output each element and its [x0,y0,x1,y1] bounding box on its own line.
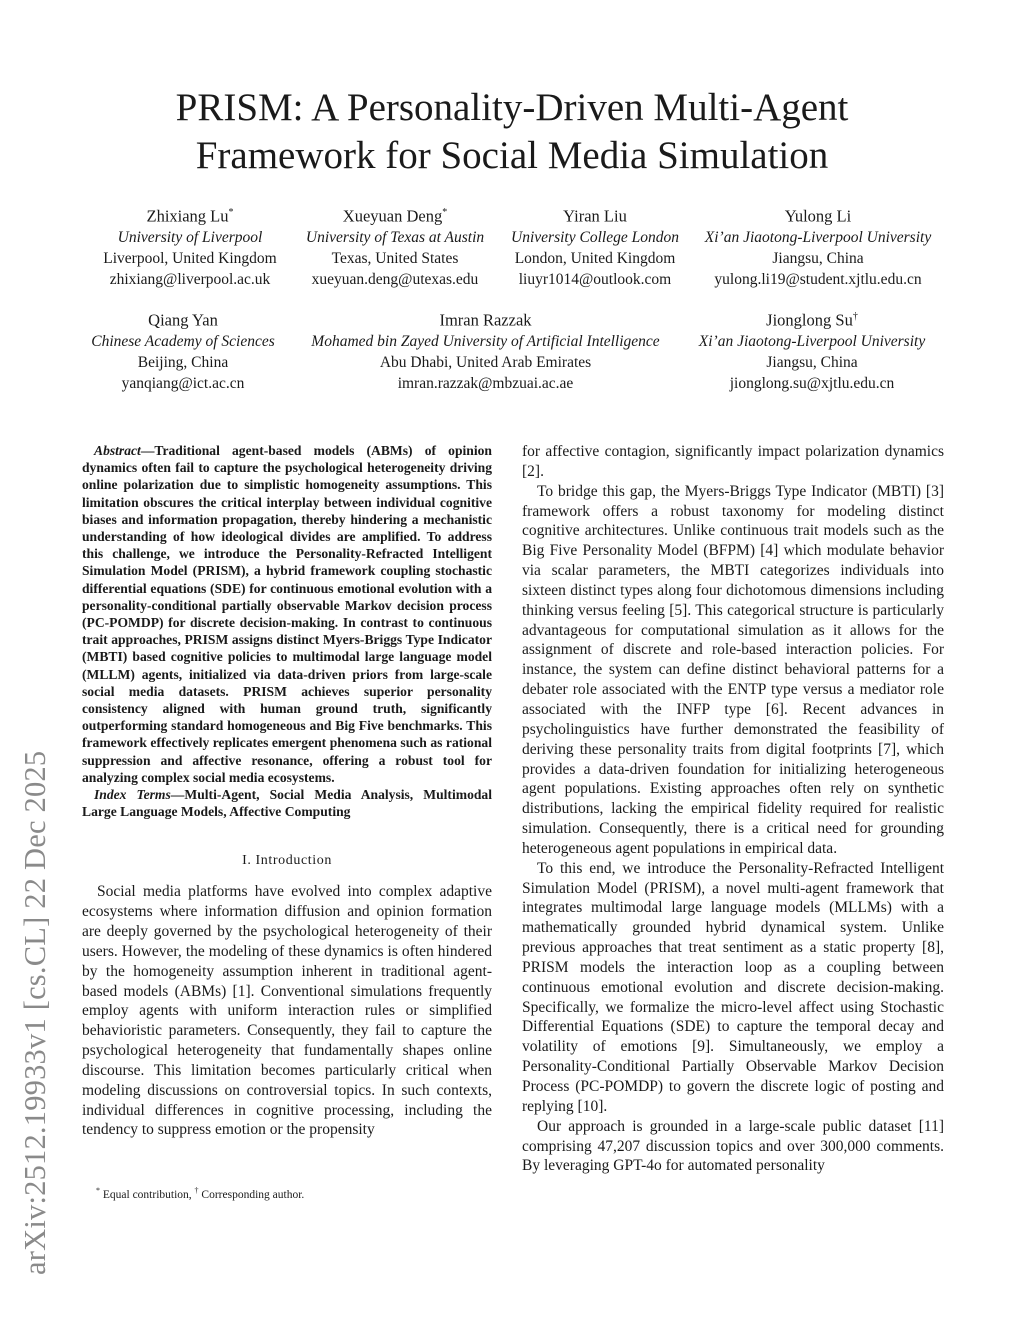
author-block [92,202,288,290]
author-name: Jionglong Su† [766,310,858,330]
title-line-1: PRISM: A Personality-Driven Multi-Agent [175,86,849,129]
author-block [291,306,680,394]
author-email: jionglong.su@xjtlu.edu.cn [729,374,895,392]
author-location: Liverpool, United Kingdom [103,249,277,267]
author-email: yulong.li19@student.xjtlu.edu.cn [714,270,922,288]
footnote-text-1: Equal contribution, [100,1188,195,1201]
author-email: imran.razzak@mbzuai.ac.ae [397,374,574,392]
author-block [295,202,495,290]
left-column [82,442,492,1140]
author-name: Qiang Yan [148,310,218,330]
author-block [692,202,944,290]
footnote-star: * [96,1186,100,1195]
footnote [96,1186,304,1201]
abstract-lead: Abstract [94,443,141,458]
author-affiliation: University College London [511,228,679,246]
index-terms-lead: Index Terms [94,787,171,803]
abstract [82,442,492,786]
author-location: Beijing, China [137,353,229,371]
paragraph: To this end, we introduce the Personality-Refracted Intelligent Simulation Model (PRISM), a novel multi-agent framework that integrates multimodal large language models (MLLMs) with a mathematically grounded hybrid dynamical system. Unlike previous approaches that treat sentiment as a static property [8], PRISM models the interaction loop as a coupling between continuous emotional evolution and discrete decision-making. Specifically, we formalize the micro-level affect using Stochastic Differential Equations (SDE) to capture the temporal decay and volatility of emotions [9]. Simultaneously, we employ a Personality-Conditional Partially Observable Markov Decision Process (PC-POMDP) to govern the discrete logic of posting and replying [10]. [522,859,944,1115]
author-name: Xueyuan Deng* [342,206,448,226]
index-terms-text: —Multi-Agent, Social Media Analysis, Multimodal Large Language Models, Affective Computing [82,787,492,820]
author-location: Abu Dhabi, United Arab Emirates [379,353,592,371]
author-affiliation: Mohamed bin Zayed University of Artificial Intelligence [311,332,660,350]
author-email: xueyuan.deng@utexas.edu [311,270,479,288]
author-email: yanqiang@ict.ac.cn [121,374,245,392]
author-affiliation: Xi’an Jiaotong-Liverpool University [698,332,926,350]
author-affiliation: University of Liverpool [117,228,263,246]
author-location: London, United Kingdom [514,249,676,267]
author-name: Imran Razzak [439,310,532,330]
author-block [686,306,938,394]
paragraph: Social media platforms have evolved into complex adaptive ecosystems where information diffusion and opinion formation are deeply governed by the psychological heterogeneity of their users. However, the modeling of these dynamics is often hindered by the homogeneity assumption inherent in traditional agent-based models (ABMs) [1]. Conventional simulations frequently employ agents with uniform interaction rules or simplified behavioristic parameters. Consequently, they fail to capture the psychological heterogeneity that fundamentally shapes online discourse. This limitation becomes particularly critical when modeling discussions on controversial topics. In such contexts, individual differences in cognitive processing, including the tendency to suppress emotion or the propensity [82,883,492,1139]
abstract-text: —Traditional agent-based models (ABMs) of opinion dynamics often fail to capture the psychological heterogeneity driving online polarization due to simplistic homogeneity assumptions. This limitation obscures the critical interplay between individual cognitive biases and information propagation, thereby hindering a mechanistic understanding of how ideological divides are amplified. To address this challenge, we introduce the Personality-Refracted Intelligent Simulation Model (PRISM), a hybrid framework coupling stochastic differential equations (SDE) for continuous emotional evolution with a personality-conditional partially observable Markov decision process (PC-POMDP) for discrete decision-making. In contrast to continuous trait approaches, PRISM assigns distinct Myers-Briggs Type Indicator (MBTI) based cognitive policies to multimodal large language model (MLLM) agents, initialized via data-driven priors from large-scale social media datasets. PRISM achieves superior personality consistency aligned with human ground truth, significantly outperforming standard homogeneous and Big Five benchmarks. This framework effectively replicates emergent phenomena such as rational suppression and affective resonance, offering a robust tool for analyzing complex social media ecosystems. [82,443,492,785]
author-location: Jiangsu, China [766,353,858,371]
footnote-dagger: † [194,1186,199,1195]
paragraph: Our approach is grounded in a large-scale public dataset [11] comprising 47,207 discussion topics and over 300,000 comments. By leveraging GPT-4o for automated personality [522,1117,944,1175]
author-email: liuyr1014@outlook.com [518,270,672,288]
author-name: Yulong Li [784,206,852,226]
author-affiliation: Chinese Academy of Sciences [91,332,275,350]
author-location: Jiangsu, China [772,249,864,267]
author-affiliation: Xi’an Jiaotong-Liverpool University [704,228,932,246]
author-affiliation: University of Texas at Austin [305,228,485,246]
index-terms [82,786,492,820]
author-name: Yiran Liu [563,206,627,226]
paragraph: for affective contagion, significantly impact polarization dynamics [2]. [522,443,944,480]
footnote-text-2: Corresponding author. [198,1188,305,1201]
author-name: Zhixiang Lu* [146,206,234,226]
right-column [522,442,944,1176]
author-email: zhixiang@liverpool.ac.uk [109,270,271,288]
title-line-2: Framework for Social Media Simulation [195,134,829,177]
arxiv-identifier: arXiv:2512.19933v1 [cs.CL] 22 Dec 2025 [17,750,52,1275]
paper-title [80,84,944,180]
section-heading: I. Introduction [242,853,332,869]
paragraph: To bridge this gap, the Myers-Briggs Type Indicator (MBTI) [3] framework offers a robust taxonomy for modeling distinct cognitive architectures. Unlike continuous trait models such as the Big Five Personality Model (BFPM) [4] which modulate behavior via scalar parameters, the MBTI categorizes individuals into sixteen distinct types along four dichotomous dimensions including thinking versus feeling [5]. This categorical structure is particularly advantageous for computational simulation as it allows for the assignment of discrete and role-based interaction policies. For instance, the system can define distinct behavioral patterns for a debater role associated with the ENTP type versus a mediator role associated with the INFP type [6]. Recent advances in psycholinguistics have further demonstrated the feasibility of deriving these personality traits from digital footprints [7], which provides a data-driven foundation for initializing heterogeneous agent populations. Existing approaches often rely on synthetic distributions, lacking the empirical fidelity required for realistic simulation. Consequently, there is a critical need for grounding heterogeneous agent populations in empirical data. [522,482,944,857]
author-block [80,306,286,394]
author-location: Texas, United States [331,249,459,267]
author-block [504,202,686,290]
